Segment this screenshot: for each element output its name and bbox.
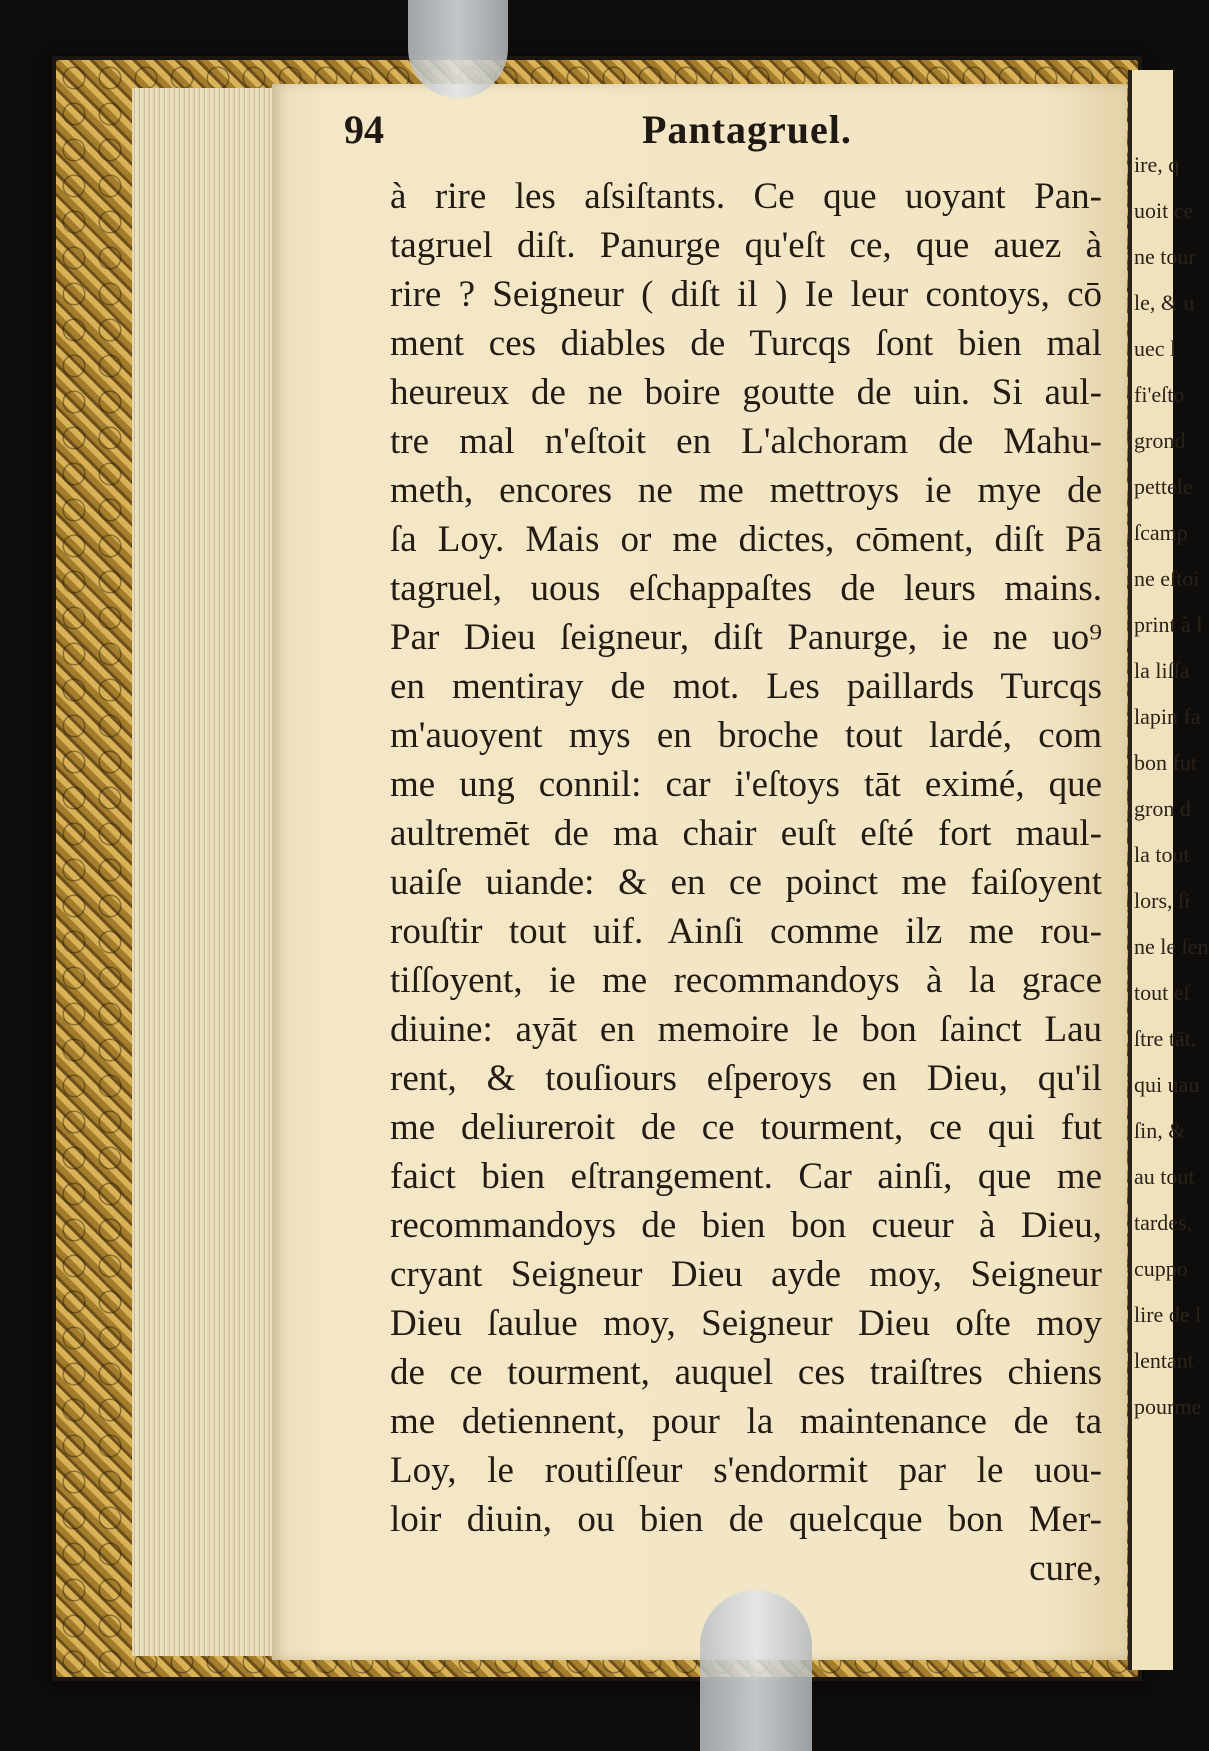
text-line: uaiſe uiande: & en ce poinct me faiſoyent <box>390 862 1102 903</box>
text-line: rire ? Seigneur ( diſt il ) Ie leur contoys, cō <box>390 274 1102 315</box>
page-edges <box>132 88 276 1656</box>
text-line: aultremēt de ma chair euſt eſté fort maul- <box>390 813 1102 854</box>
text-line: me ung connil: car i'eſtoys tāt eximé, que <box>390 764 1102 805</box>
adjacent-page-fragment: lire de l <box>1134 1302 1202 1327</box>
text-line: tre mal n'eſtoit en L'alchoram de Mahu- <box>390 421 1102 462</box>
page-title: Pantagruel. <box>642 107 852 152</box>
page-strap-top <box>408 0 508 98</box>
catchword: cure, <box>1029 1548 1102 1589</box>
text-line: rouſtir tout uif. Ainſi comme ilz me rou- <box>390 911 1102 952</box>
adjacent-page-fragment: gron d <box>1134 796 1191 821</box>
adjacent-page-fragment: uoit ce <box>1134 198 1194 223</box>
text-line: tiſſoyent, ie me recommandoys à la grace <box>390 960 1102 1001</box>
adjacent-page-fragment: ne tour <box>1134 244 1196 269</box>
text-line: Par Dieu ſeigneur, diſt Panurge, ie ne uo⁹ <box>390 617 1102 658</box>
text-line: me detiennent, pour la maintenance de ta <box>390 1401 1102 1442</box>
adjacent-page-fragment: ne le ſen <box>1134 934 1209 959</box>
adjacent-page-fragment: pettele <box>1134 474 1193 499</box>
adjacent-page <box>1128 70 1209 1670</box>
page-strap-bottom <box>700 1590 812 1751</box>
adjacent-page-fragment: pourme <box>1134 1394 1202 1419</box>
text-line: ſa Loy. Mais or me dictes, cōment, diſt Pā <box>390 519 1102 560</box>
adjacent-page-fragment: fi'eſto <box>1134 382 1185 407</box>
adjacent-page-fragment: ſtre tāt, <box>1134 1026 1197 1051</box>
text-line: rent, & touſiours eſperoys en Dieu, qu'il <box>390 1058 1102 1099</box>
adjacent-page-fragment: bon fut <box>1134 750 1197 775</box>
adjacent-page-fragment: uec l <box>1134 336 1177 361</box>
text-line: m'auoyent mys en broche tout lardé, com <box>390 715 1102 756</box>
adjacent-page-fragment: grond <box>1134 428 1186 453</box>
text-line: diuine: ayāt en memoire le bon ſainct Lau <box>390 1009 1102 1050</box>
adjacent-page-fragment: lentant <box>1134 1348 1194 1373</box>
text-block <box>390 172 1102 1593</box>
adjacent-page-fragment: lapin fa <box>1134 704 1201 729</box>
text-line: Dieu ſaulue moy, Seigneur Dieu oſte moy <box>390 1303 1102 1344</box>
text-line: loir diuin, ou bien de quelcque bon Mer- <box>390 1499 1102 1540</box>
adjacent-page-fragment: qui uau <box>1134 1072 1200 1097</box>
adjacent-page-fragment: tardes, <box>1134 1210 1193 1235</box>
text-line: meth, encores ne me mettroys ie mye de <box>390 470 1102 511</box>
text-line: heureux de ne boire goutte de uin. Si aul- <box>390 372 1102 413</box>
adjacent-page-fragment: le, & u <box>1134 290 1195 315</box>
text-line: cryant Seigneur Dieu ayde moy, Seigneur <box>390 1254 1102 1295</box>
text-line: de ce tourment, auquel ces traiſtres chiens <box>390 1352 1102 1393</box>
adjacent-page-fragment: la liſſa <box>1134 658 1190 683</box>
adjacent-page-fragment: au tout <box>1134 1164 1195 1189</box>
adjacent-page-fragment: ſcamp <box>1134 520 1188 545</box>
adjacent-page-fragment: la tout <box>1134 842 1190 867</box>
running-head <box>340 106 1110 166</box>
adjacent-page-fragment: print à l <box>1134 612 1203 637</box>
text-line: à rire les aſsiſtants. Ce que uoyant Pan- <box>390 176 1102 217</box>
text-line: Loy, le routiſſeur s'endormit par le uou- <box>390 1450 1102 1491</box>
text-line: faict bien eſtrangement. Car ainſi, que me <box>390 1156 1102 1197</box>
text-line: ment ces diables de Turcqs ſont bien mal <box>390 323 1102 364</box>
adjacent-page-fragment: ne eſtoi <box>1134 566 1200 591</box>
text-line: recommandoys de bien bon cueur à Dieu, <box>390 1205 1102 1246</box>
adjacent-page-fragment: tout eſ <box>1134 980 1190 1005</box>
page-number: 94 <box>344 107 384 152</box>
text-line: tagruel diſt. Panurge qu'eſt ce, que auez à <box>390 225 1102 266</box>
adjacent-page-fragment: lors, ſi <box>1134 888 1191 913</box>
text-line: en mentiray de mot. Les paillards Turcqs <box>390 666 1102 707</box>
text-line: me deliureroit de ce tourment, ce qui fut <box>390 1107 1102 1148</box>
adjacent-page-fragment: cuppo <box>1134 1256 1188 1281</box>
adjacent-page-fragment: ire, q <box>1134 152 1180 177</box>
text-line: tagruel, uous eſchappaſtes de leurs mains. <box>390 568 1102 609</box>
adjacent-page-fragment: ſin, & <box>1134 1118 1186 1143</box>
